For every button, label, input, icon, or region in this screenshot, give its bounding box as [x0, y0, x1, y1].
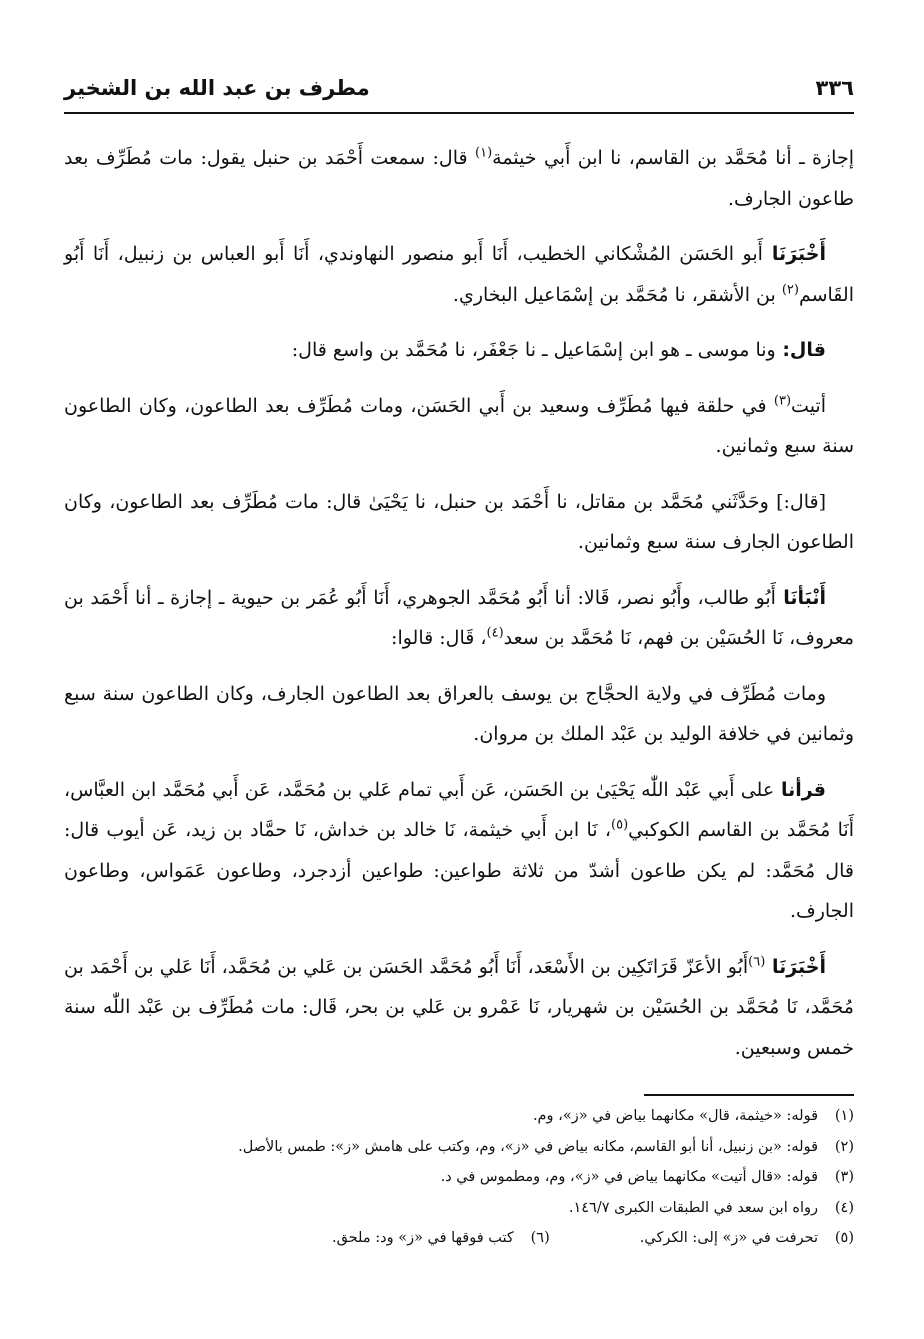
paragraph — [64, 674, 854, 755]
paragraph-lead: أَخْبَرَنَا — [771, 955, 826, 978]
footnote-number: (٥) — [834, 1230, 854, 1246]
footnote-number: (١) — [834, 1108, 854, 1124]
paragraph-text: ، نَا ابن أَبي خيثمة، نَا خالد بن خداش، نَا حمَّاد بن زيد، عَن أيوب قال: قال مُحَمَّد: لم يكن طاعون أشدّ من ثلاثة طواعين: طواعين أزدجرد، وطاعون عَمَواس، وطاعون الجارف. — [64, 819, 854, 922]
paragraph-text: إجازة ـ أنا مُحَمَّد بن القاسم، نا ابن أَبي خيثمة — [492, 147, 854, 169]
footnote-ref: (٤) — [486, 625, 504, 641]
paragraph — [64, 770, 854, 932]
paragraph-text: [قال:] وحَدَّثَني مُحَمَّد بن مقاتل، نا أَحْمَد بن حنبل، نا يَحْيَىٰ قال: مات مُطَرِّف بعد الطاعون، وكان الطاعون الجارف سنة سبع وثمانين. — [64, 490, 854, 553]
footnote-text: كتب فوقها في «ز» ود: ملحق. — [332, 1230, 514, 1246]
paragraph-text: أَبُو طالب، وأَبُو نصر، قَالا: أنا أَبُو مُحَمَّد الجوهري، أَنَا أَبُو عُمَر بن حيوية ـ إجازة ـ أنا أَحْمَد بن معروف، نَا الحُسَيْن بن فهم، نَا مُحَمَّد بن سعد — [64, 586, 854, 649]
footnote-5-6 — [64, 1223, 854, 1254]
paragraph — [64, 386, 854, 467]
paragraph-lead: أَنْبَأنَا — [783, 586, 826, 609]
main-text — [64, 138, 854, 1083]
paragraph — [64, 947, 854, 1069]
paragraph-text: في حلقة فيها مُطَرِّف وسعيد بن أَبي الحَسَن، ومات مُطَرِّف بعد الطاعون، وكان الطاعون سنة سبع وثمانين. — [64, 394, 854, 457]
paragraph-text: قال: سمعت أَحْمَد بن حنبل يقول: مات مُطَرِّف بعد طاعون الجارف. — [64, 147, 854, 210]
paragraph-text: أَبو الحَسَن المُشْكاني الخطيب، أَنَا أَبو منصور النهاوندي، أَنَا أَبو العباس بن زنبيل، أَنَا أَبُو القَاسم — [64, 243, 854, 306]
footnote-2 — [64, 1132, 854, 1163]
page-number: ٣٣٦ — [815, 76, 854, 100]
paragraph — [64, 482, 854, 563]
paragraph-text: ، قَال: قالوا: — [391, 627, 487, 649]
paragraph-text: أتيت — [791, 394, 826, 417]
paragraph — [64, 234, 854, 315]
paragraph-text: بن الأشقر، نا مُحَمَّد بن إسْمَاعيل البخاري. — [452, 283, 782, 306]
footnote-ref: (٥) — [611, 817, 629, 833]
paragraph-lead: قال: — [782, 339, 826, 361]
paragraph — [64, 138, 854, 219]
footnote-ref: (٦) — [748, 954, 766, 970]
footnote-text: تحرفت في «ز» إلى: الكركي. — [639, 1230, 818, 1246]
header-rule — [64, 112, 854, 114]
footnote-ref: (١) — [475, 145, 493, 161]
footnote-1 — [64, 1101, 854, 1132]
paragraph-lead: أَخْبَرَنَا — [771, 243, 826, 265]
paragraph-text: ومات مُطَرِّف في ولاية الحجَّاج بن يوسف بالعراق بعد الطاعون الجارف، وكان الطاعون سنة سبع وثمانين في خلافة الوليد بن عَبْد الملك بن مروان. — [64, 682, 854, 745]
paragraph-text: ونا موسى ـ هو ابن إسْمَاعيل ـ نا جَعْفَر، نا مُحَمَّد بن واسع قال: — [291, 339, 776, 361]
footnote-text: قوله: «قال أتيت» مكانهما بياض في «ز»، وم، ومطموس في د. — [440, 1169, 818, 1185]
paragraph-text: على أَبي عَبْد اللّٰه يَحْيَىٰ بن الحَسَن، عَن أَبي تمام عَلي بن مُحَمَّد، عَن أَبي مُحَمَّد ابن العبَّاس، أَنَا مُحَمَّد بن القاسم الكوكبي — [64, 778, 854, 841]
page-header — [64, 72, 854, 104]
running-title: مطرف بن عبد الله بن الشخير — [64, 76, 370, 100]
paragraph-lead: قرأنا — [780, 778, 826, 801]
footnote-number: (٣) — [834, 1169, 854, 1185]
footnote-number: (٦) — [530, 1230, 550, 1246]
footnote-number: (٢) — [834, 1138, 854, 1155]
footnote-text: قوله: «خيثمة، قال» مكانهما بياض في «ز»، وم. — [532, 1108, 818, 1124]
footnote-separator — [644, 1094, 854, 1096]
paragraph-text: أَبُو الأعَزّ قَرَاتَكِين بن الأَسْعَد، أَنَا أَبُو مُحَمَّد الحَسَن بن عَلي بن مُحَمَّد، أَنَا عَلي بن أَحْمَد بن مُحَمَّد، نَا مُحَمَّد بن الحُسَيْن بن شهريار، نَا عَمْرو بن عَلي بن بحر، قَال: مات مُطَرِّف بن عَبْد اللّٰه سنة خمس وسبعين. — [64, 955, 854, 1059]
footnote-4 — [64, 1193, 854, 1224]
paragraph — [64, 578, 854, 659]
footnote-3 — [64, 1162, 854, 1193]
paragraph — [64, 330, 854, 371]
footnote-ref: (٢) — [781, 282, 799, 298]
footnote-text: رواه ابن سعد في الطبقات الكبرى ١٤٦/٧. — [568, 1199, 818, 1216]
footnote-number: (٤) — [834, 1199, 854, 1216]
footnote-text: قوله: «بن زنبيل، أنا أبو القاسم، مكانه بياض في «ز»، وم، وكتب على هامش «ز»: طمس بالأصل. — [238, 1138, 818, 1155]
footnote-ref: (٣) — [773, 393, 792, 409]
footnotes — [64, 1101, 854, 1254]
